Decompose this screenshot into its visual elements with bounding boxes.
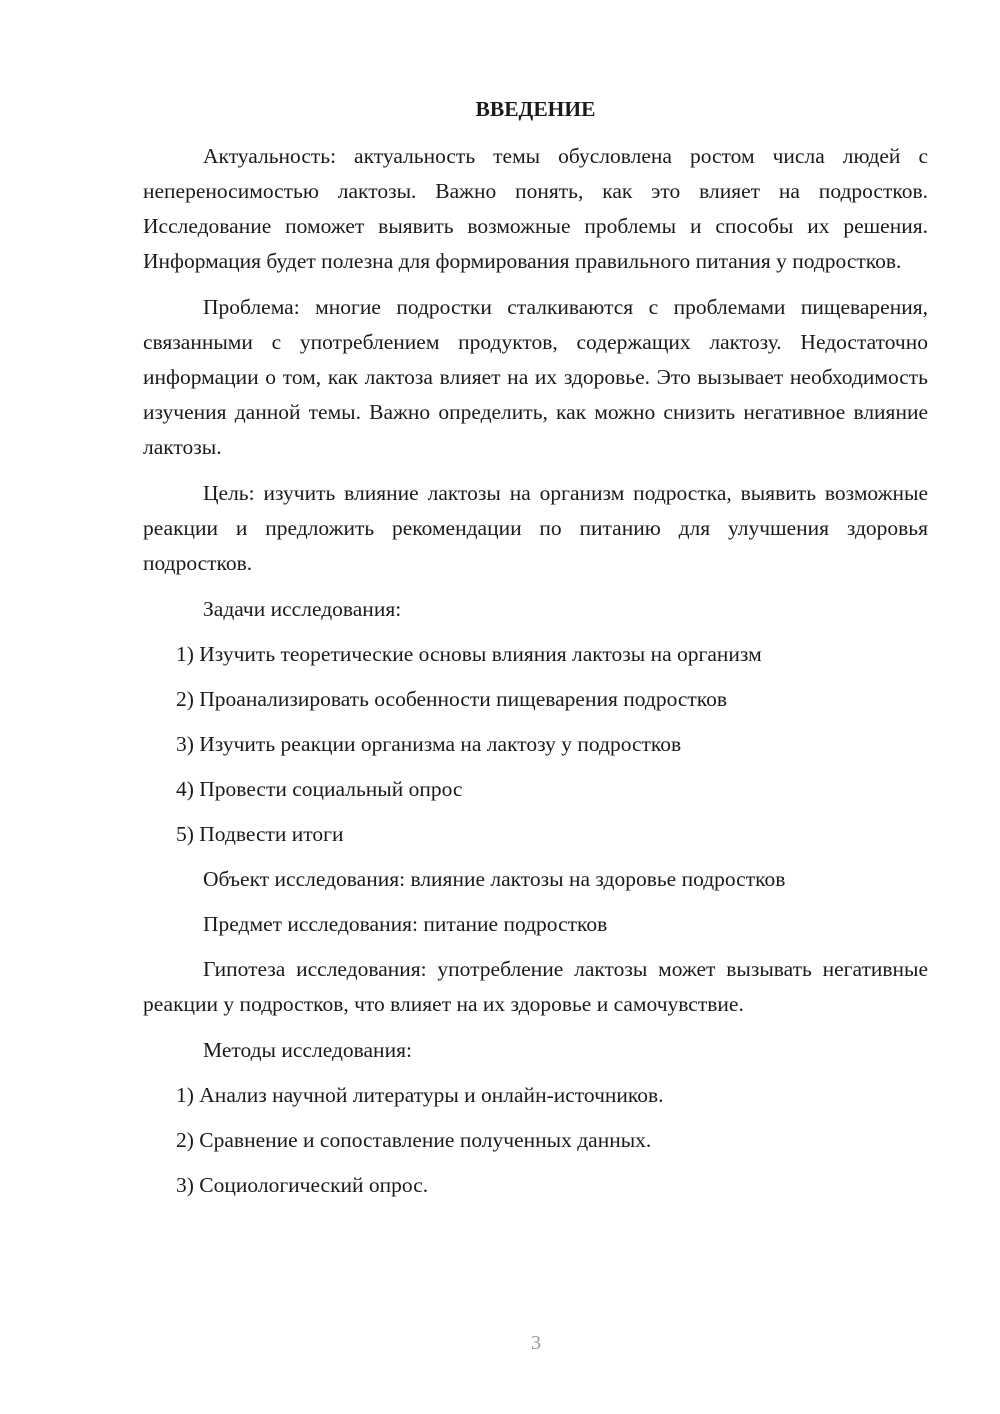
list-item: 3) Изучить реакции организма на лактозу у подростков <box>176 732 682 756</box>
page-number: 3 <box>531 1332 541 1354</box>
list-item: 3) Социологический опрос. <box>176 1173 429 1197</box>
methods-list <box>143 1078 928 1203</box>
list-item: 5) Подвести итоги <box>176 822 344 846</box>
subject-line: Предмет исследования: питание подростков <box>203 912 608 936</box>
goal-paragraph: Цель: изучить влияние лактозы на организм подростка, выявить возможные реакции и предложить рекомендации по питанию для улучшения здоровья подростков. <box>143 481 928 575</box>
list-item: 1) Анализ научной литературы и онлайн-источников. <box>176 1083 664 1107</box>
section-title: ВВЕДЕНИЕ <box>475 97 596 121</box>
tasks-heading: Задачи исследования: <box>203 597 402 621</box>
list-item: 4) Провести социальный опрос <box>176 777 463 801</box>
list-item: 2) Проанализировать особенности пищеварения подростков <box>176 687 728 711</box>
document-page <box>143 92 928 1213</box>
relevance-paragraph: Актуальность: актуальность темы обусловлена ростом числа людей с непереносимостью лактозы. Важно понять, как это влияет на подростков. Исследование поможет выявить возможные проблемы и способы их решения. Информация будет полезна для формирования правильного питания у подростков. <box>143 144 928 273</box>
methods-heading: Методы исследования: <box>203 1038 412 1062</box>
list-item: 1) Изучить теоретические основы влияния лактозы на организм <box>176 642 762 666</box>
tasks-list <box>143 637 928 852</box>
list-item: 2) Сравнение и сопоставление полученных данных. <box>176 1128 652 1152</box>
object-line: Объект исследования: влияние лактозы на здоровье подростков <box>203 867 786 891</box>
problem-paragraph: Проблема: многие подростки сталкиваются с проблемами пищеварения, связанными с употреблением продуктов, содержащих лактозу. Недостаточно информации о том, как лактоза влияет на их здоровье. Это вызывает необходимость изучения данной темы. Важно определить, как можно снизить негативное влияние лактозы. <box>143 295 928 459</box>
hypothesis-paragraph: Гипотеза исследования: употребление лактозы может вызывать негативные реакции у подростков, что влияет на их здоровье и самочувствие. <box>143 957 928 1016</box>
